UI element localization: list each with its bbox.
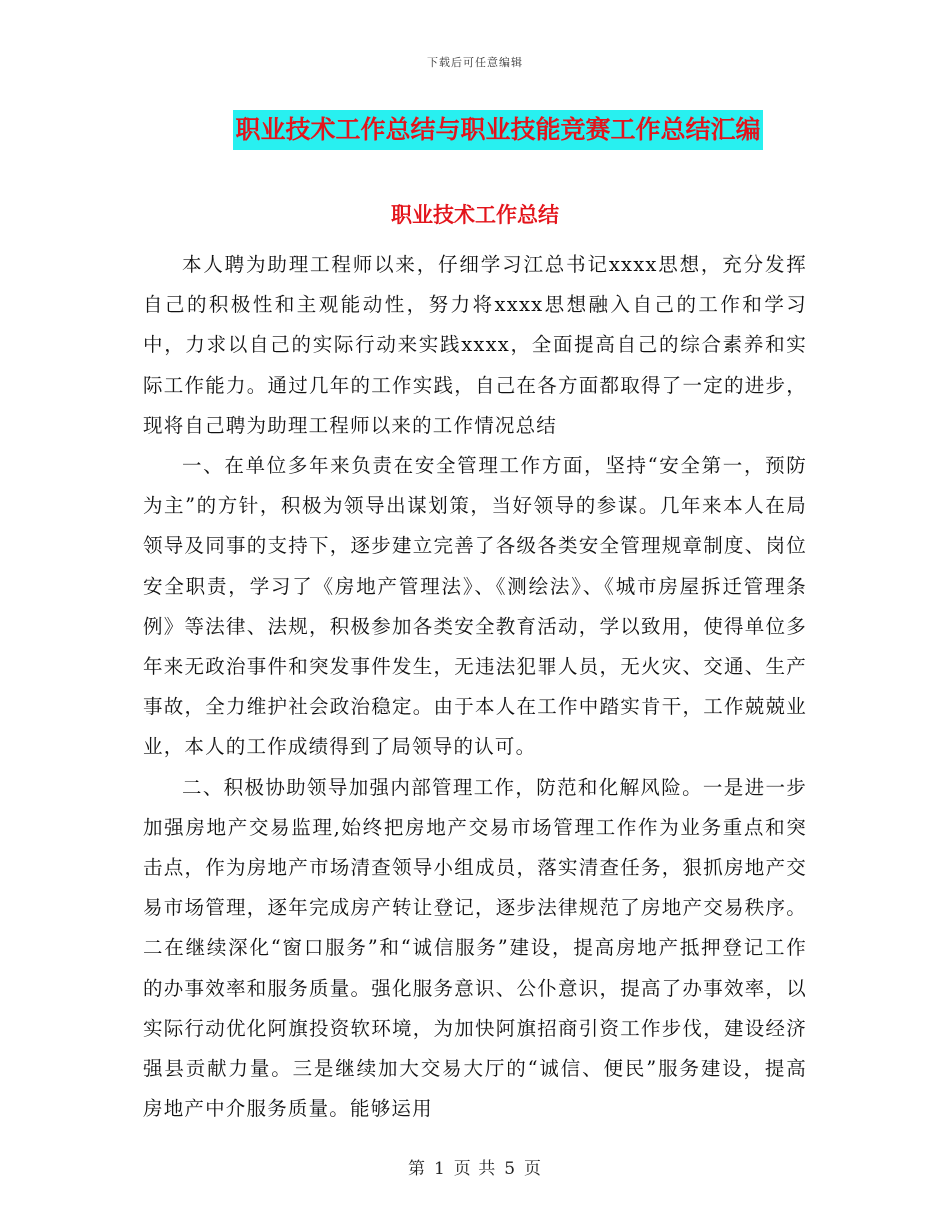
header-note: 下载后可任意编辑 [427, 56, 523, 69]
main-title: 职业技术工作总结与职业技能竞赛工作总结汇编 [233, 110, 762, 150]
page-label-mid: 页 共 [453, 1159, 497, 1179]
paragraph: 二、积极协助领导加强内部管理工作，防范和化解风险。一是进一步加强房地产交易监理,始终把房地产交易市场管理工作作为业务重点和突击点，作为房地产市场清查领导小组成员，落实清查任务，狠抓房地产交易市场管理，逐年完成房产转让登记，逐步法律规范了房地产交易秩序。二在继续深化“窗口服务”和“诚信服务”建设，提高房地产抵押登记工作的办事效率和服务质量。强化服务意识、公仆意识，提高了办事效率，以实际行动优化阿旗投资软环境，为加快阿旗招商引资工作步伐，建设经济强县贡献力量。三是继续加大交易大厅的“诚信、便民”服务建设，提高房地产中介服务质量。能够运用 [143, 775, 807, 1121]
page-footer [0, 1154, 950, 1179]
main-title-container [0, 110, 950, 150]
body-text [143, 245, 807, 1129]
section-title: 职业技术工作总结 [391, 203, 559, 227]
page-total: 5 [504, 1159, 517, 1179]
page-label-suffix: 页 [524, 1159, 543, 1179]
paragraph: 本人聘为助理工程师以来，仔细学习江总书记xxxx思想，充分发挥自己的积极性和主观能动性，努力将xxxx思想融入自己的工作和学习中，力求以自己的实际行动来实践xxxx，全面提高自己的综合素养和实际工作能力。通过几年的工作实践，自己在各方面都取得了一定的进步，现将自己聘为助理工程师以来的工作情况总结 [143, 253, 807, 437]
paragraph: 一、在单位多年来负责在安全管理工作方面，坚持“安全第一，预防为主”的方针，积极为领导出谋划策，当好领导的参谋。几年来本人在局领导及同事的支持下，逐步建立完善了各级各类安全管理规章制度、岗位安全职责，学习了《房地产管理法》、《测绘法》、《城市房屋拆迁管理条例》等法律、法规，积极参加各类安全教育活动，学以致用，使得单位多年来无政治事件和突发事件发生，无违法犯罪人员，无火灾、交通、生产事故，全力维护社会政治稳定。由于本人在工作中踏实肯干，工作兢兢业业，本人的工作成绩得到了局领导的认可。 [143, 454, 807, 759]
page-current: 1 [433, 1159, 446, 1179]
page-label-prefix: 第 [407, 1159, 426, 1179]
